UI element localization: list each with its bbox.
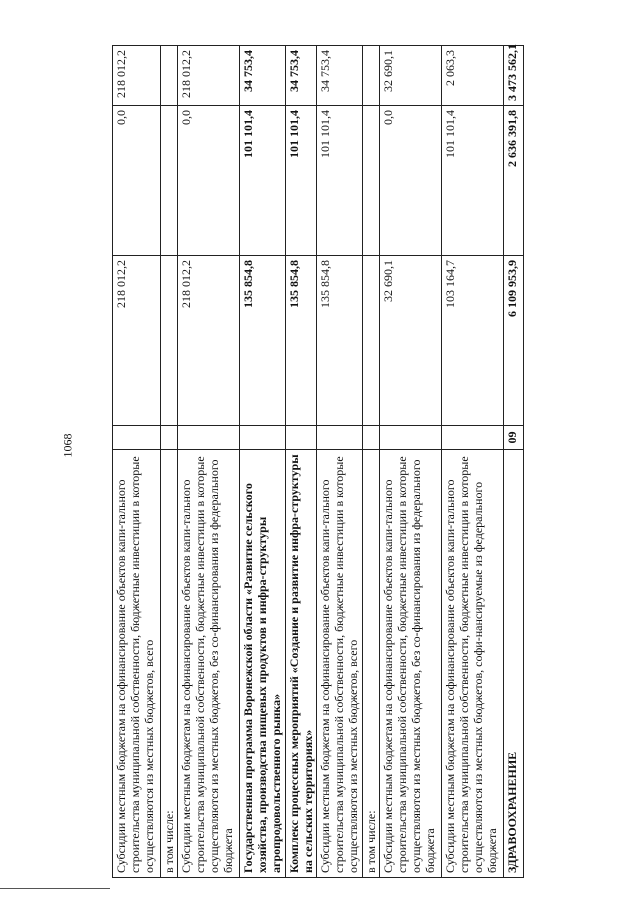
row-name-cell: в том числе: bbox=[363, 450, 380, 878]
row-value-regional-cell: 34 753,4 bbox=[240, 46, 286, 106]
row-value-regional-cell: 218 012,2 bbox=[113, 46, 161, 106]
row-name-cell: Субсидии местным бюджетам на софинансирование объектов капи-тального строительства муниципальной собственности, бюджетные инвестиции в которые осуществляются из местных бюджетов, без со-финансирования из федерального бюджета bbox=[178, 450, 240, 878]
row-value-total-cell: 218 012,2 bbox=[178, 256, 240, 426]
row-value-federal-cell: 101 101,4 bbox=[240, 106, 286, 256]
row-value-total-cell bbox=[161, 256, 178, 426]
row-code-cell bbox=[113, 426, 161, 450]
budget-table bbox=[112, 45, 524, 878]
row-value-federal-cell: 2 636 391,8 bbox=[504, 106, 524, 256]
table-row bbox=[161, 46, 178, 878]
row-code-cell: 09 bbox=[504, 426, 524, 450]
row-code-cell bbox=[161, 426, 178, 450]
table-row bbox=[286, 46, 317, 878]
footer-rule bbox=[0, 888, 110, 889]
row-code-cell bbox=[380, 426, 442, 450]
row-name-cell: в том числе: bbox=[161, 450, 178, 878]
row-name-cell: Комплекс процессных мероприятий «Создание и развитие инфра-структуры на сельских территориях» bbox=[286, 450, 317, 878]
row-value-total-cell bbox=[363, 256, 380, 426]
row-code-cell bbox=[317, 426, 363, 450]
row-value-federal-cell: 101 101,4 bbox=[442, 106, 504, 256]
table-row bbox=[240, 46, 286, 878]
budget-table-body bbox=[113, 46, 524, 878]
row-value-regional-cell: 3 473 562,1 bbox=[504, 46, 524, 106]
table-row bbox=[363, 46, 380, 878]
row-value-federal-cell bbox=[363, 106, 380, 256]
row-value-regional-cell: 2 063,3 bbox=[442, 46, 504, 106]
table-row bbox=[317, 46, 363, 878]
row-value-regional-cell: 34 753,4 bbox=[317, 46, 363, 106]
row-value-total-cell: 103 164,7 bbox=[442, 256, 504, 426]
row-name-cell: Государственная программа Воронежской области «Развитие сельского хозяйства, производства пищевых продуктов и инфра-структуры агропродовольственного рынка» bbox=[240, 450, 286, 878]
row-value-total-cell: 218 012,2 bbox=[113, 256, 161, 426]
row-value-total-cell: 135 854,8 bbox=[240, 256, 286, 426]
row-name-cell: ЗДРАВООХРАНЕНИЕ bbox=[504, 450, 524, 878]
row-name-cell: Субсидии местным бюджетам на софинансирование объектов капи-тального строительства муниципальной собственности, бюджетные инвестиции в которые осуществляются из местных бюджетов, софи-нансируемые из федерального бюджета bbox=[442, 450, 504, 878]
row-value-federal-cell: 0,0 bbox=[178, 106, 240, 256]
rotated-table-container bbox=[112, 46, 612, 878]
table-row bbox=[178, 46, 240, 878]
row-code-cell bbox=[442, 426, 504, 450]
row-value-total-cell: 32 690,1 bbox=[380, 256, 442, 426]
row-value-total-cell: 135 854,8 bbox=[286, 256, 317, 426]
row-value-federal-cell: 101 101,4 bbox=[286, 106, 317, 256]
row-code-cell bbox=[286, 426, 317, 450]
row-value-federal-cell bbox=[161, 106, 178, 256]
row-value-federal-cell: 0,0 bbox=[380, 106, 442, 256]
row-value-regional-cell: 218 012,2 bbox=[178, 46, 240, 106]
row-name-cell: Субсидии местным бюджетам на софинансирование объектов капи-тального строительства муниципальной собственности, бюджетные инвестиции в которые осуществляются из местных бюджетов, без со-финансирования из федерального бюджета bbox=[380, 450, 442, 878]
table-row bbox=[380, 46, 442, 878]
row-code-cell bbox=[178, 426, 240, 450]
row-name-cell: Субсидии местным бюджетам на софинансирование объектов капи-тального строительства муниципальной собственности, бюджетные инвестиции в которые осуществляются из местных бюджетов, всего bbox=[113, 450, 161, 878]
row-name-cell: Субсидии местным бюджетам на софинансирование объектов капи-тального строительства муниципальной собственности, бюджетные инвестиции в которые осуществляются из местных бюджетов, всего bbox=[317, 450, 363, 878]
row-value-regional-cell bbox=[363, 46, 380, 106]
row-value-federal-cell: 0,0 bbox=[113, 106, 161, 256]
row-value-total-cell: 135 854,8 bbox=[317, 256, 363, 426]
row-code-cell bbox=[240, 426, 286, 450]
table-row bbox=[113, 46, 161, 878]
row-value-regional-cell bbox=[161, 46, 178, 106]
row-value-regional-cell: 32 690,1 bbox=[380, 46, 442, 106]
row-value-total-cell: 6 109 953,9 bbox=[504, 256, 524, 426]
table-row bbox=[442, 46, 504, 878]
page-number: 1068 bbox=[60, 433, 75, 458]
row-value-regional-cell: 34 753,4 bbox=[286, 46, 317, 106]
row-code-cell bbox=[363, 426, 380, 450]
row-value-federal-cell: 101 101,4 bbox=[317, 106, 363, 256]
table-row bbox=[504, 46, 524, 878]
